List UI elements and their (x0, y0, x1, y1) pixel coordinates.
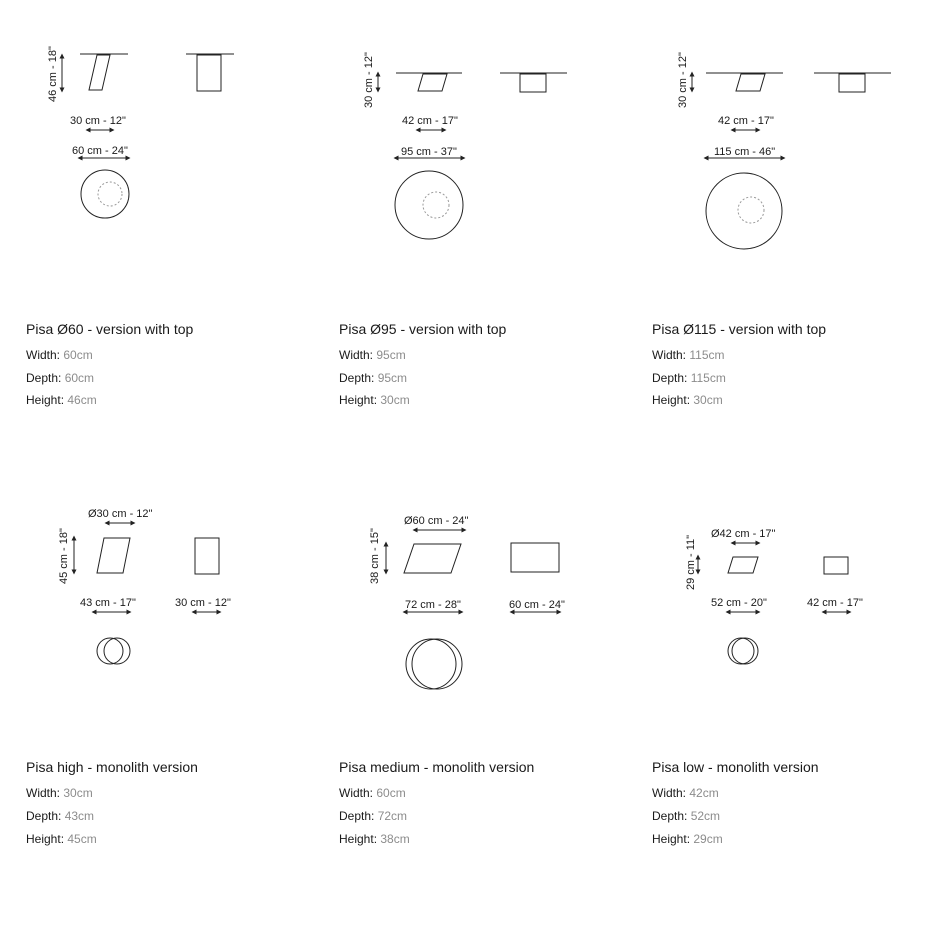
dim-height-2: 30 cm - 12" (363, 52, 375, 108)
dim-base-3: 42 cm - 17" (718, 115, 774, 127)
spec-width: Width: 115cm (652, 348, 725, 362)
dim-base-2: 42 cm - 17" (402, 115, 458, 127)
dim-height-1: 46 cm - 18" (47, 46, 59, 102)
spec-height: Height: 30cm (339, 393, 410, 407)
dim-side-4: 30 cm - 12" (175, 597, 231, 609)
spec-height: Height: 38cm (339, 832, 410, 846)
dim-front-6: 52 cm - 20" (711, 597, 767, 609)
product-title: Pisa low - monolith version (652, 759, 819, 775)
dim-side-6: 42 cm - 17" (807, 597, 863, 609)
spec-height: Height: 29cm (652, 832, 723, 846)
dim-front-5: 72 cm - 28" (405, 599, 461, 611)
spec-depth: Depth: 95cm (339, 371, 408, 385)
dim-front-4: 43 cm - 17" (80, 597, 136, 609)
spec-width: Width: 42cm (652, 786, 719, 800)
spec-height: Height: 30cm (652, 393, 723, 407)
spec-depth: Depth: 60cm (26, 371, 95, 385)
drawing-pisa-high (58, 508, 231, 664)
dim-height-3: 30 cm - 12" (677, 52, 689, 108)
spec-width: Width: 60cm (339, 786, 406, 800)
dim-top-1: 60 cm - 24" (72, 145, 128, 157)
spec-width: Width: 30cm (26, 786, 93, 800)
spec-depth: Depth: 72cm (339, 809, 408, 823)
spec-depth: Depth: 43cm (26, 809, 95, 823)
product-title: Pisa Ø60 - version with top (26, 321, 194, 337)
drawing-pisa-115 (677, 52, 891, 249)
spec-width: Width: 95cm (339, 348, 406, 362)
dim-top-3: 115 cm - 46" (714, 146, 776, 158)
product-title: Pisa Ø95 - version with top (339, 321, 507, 337)
dim-side-5: 60 cm - 24" (509, 599, 565, 611)
dim-top-4: Ø30 cm - 12" (88, 508, 153, 520)
drawing-pisa-60 (47, 46, 234, 218)
dim-height-5: 38 cm - 15" (369, 528, 381, 584)
dim-top-5: Ø60 cm - 24" (404, 515, 469, 527)
dim-top-2: 95 cm - 37" (401, 146, 457, 158)
product-title: Pisa medium - monolith version (339, 759, 535, 775)
spec-depth: Depth: 115cm (652, 371, 726, 385)
drawing-pisa-low (685, 528, 863, 664)
drawing-pisa-95 (363, 52, 567, 239)
dim-base-1: 30 cm - 12" (70, 115, 126, 127)
dim-height-4: 45 cm - 18" (58, 528, 70, 584)
product-title: Pisa high - monolith version (26, 759, 198, 775)
product-title: Pisa Ø115 - version with top (652, 321, 827, 337)
dim-height-6: 29 cm - 11" (685, 534, 697, 590)
drawing-pisa-medium (369, 515, 565, 689)
spec-depth: Depth: 52cm (652, 809, 721, 823)
spec-width: Width: 60cm (26, 348, 93, 362)
dim-top-6: Ø42 cm - 17" (711, 528, 776, 540)
spec-height: Height: 46cm (26, 393, 97, 407)
spec-height: Height: 45cm (26, 832, 97, 846)
